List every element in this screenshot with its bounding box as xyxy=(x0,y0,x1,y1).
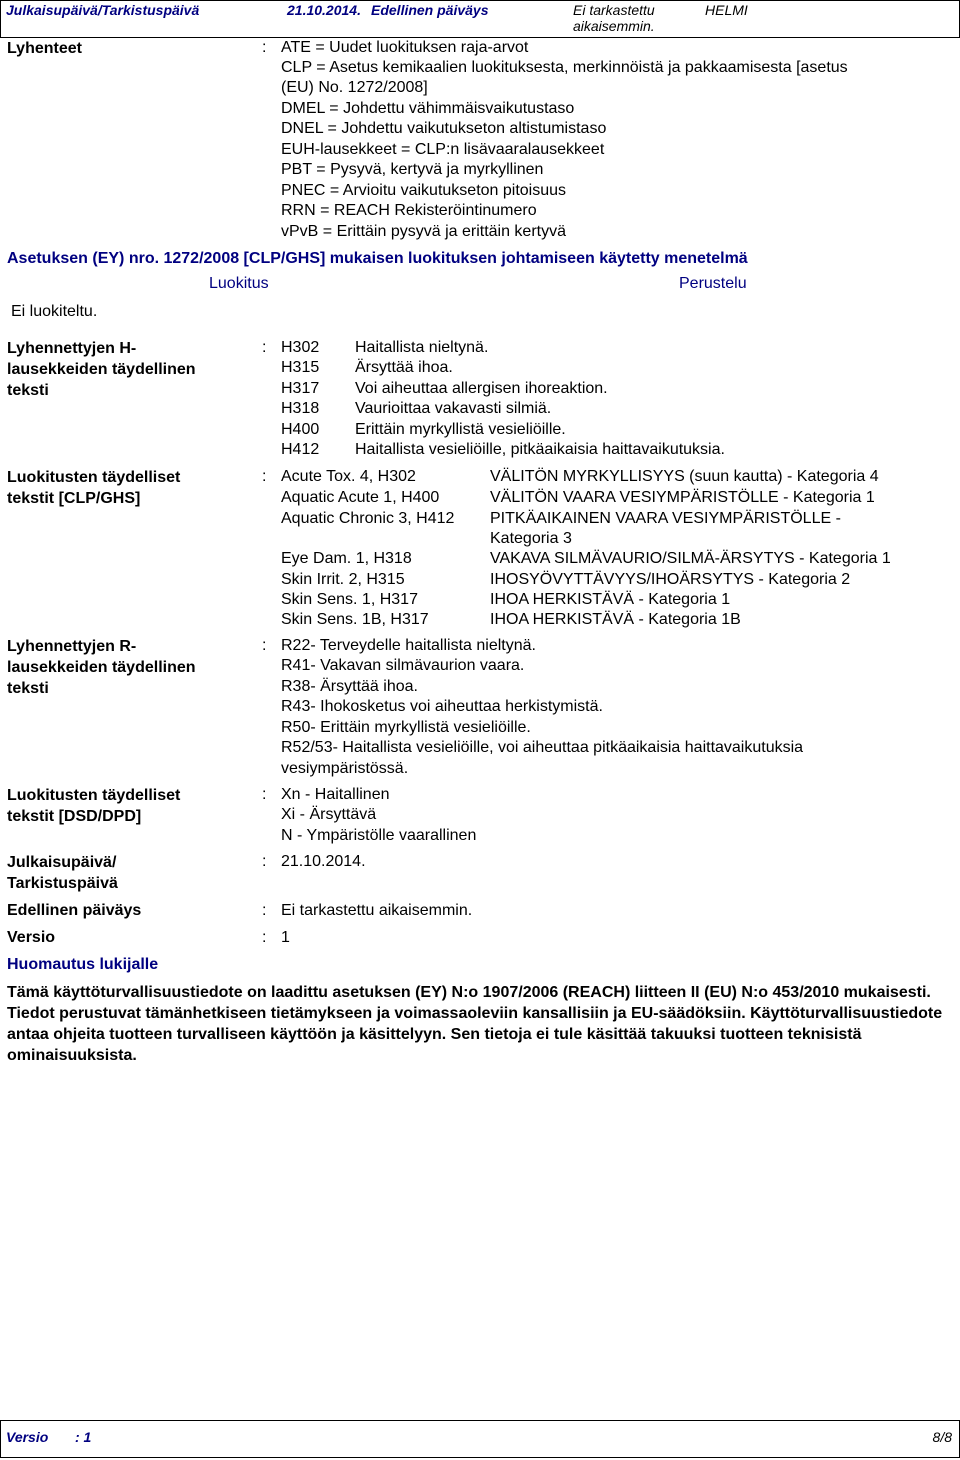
h-text: Vaurioittaa vakavasti silmiä. xyxy=(355,400,552,417)
abbreviation-line: DNEL = Johdettu vaikutukseton altistumistaso xyxy=(281,120,607,137)
clp-code: Eye Dam. 1, H318 xyxy=(281,550,412,567)
clp-text: VÄLITÖN VAARA VESIYMPÄRISTÖLLE - Kategoria 1 xyxy=(490,489,875,506)
abbreviation-line: ATE = Uudet luokituksen raja-arvot xyxy=(281,39,529,56)
clp-code: Aquatic Chronic 3, H412 xyxy=(281,510,455,527)
r-phrase-line: R52/53- Haitallista vesieliöille, voi aiheuttaa pitkäaikaisia haittavaikutuksia xyxy=(281,739,804,756)
r-phrases-label-3: teksti xyxy=(7,680,49,697)
h-text: Ärsyttää ihoa. xyxy=(355,359,453,376)
previous-date-value: Ei tarkastettu aikaisemmin. xyxy=(281,902,473,919)
version-label: Versio xyxy=(7,929,56,946)
version-colon: : xyxy=(262,929,267,946)
dsd-label-2: tekstit [DSD/DPD] xyxy=(7,808,142,825)
issue-date-value: 21.10.2014. xyxy=(281,853,366,870)
dsd-colon: : xyxy=(262,786,267,803)
issue-date-label-1: Julkaisupäivä/ xyxy=(7,854,117,871)
clp-text-continued: Kategoria 3 xyxy=(490,530,572,547)
page-footer xyxy=(0,1420,960,1458)
clp-code: Skin Irrit. 2, H315 xyxy=(281,571,405,588)
clp-text: IHOSYÖVYTTÄVYYS/IHOÄRSYTYS - Kategoria 2 xyxy=(490,571,851,588)
footer-version-value: : 1 xyxy=(75,1429,92,1445)
clp-code: Skin Sens. 1B, H317 xyxy=(281,611,429,628)
h-code: H412 xyxy=(281,441,320,458)
version-value: 1 xyxy=(281,929,290,946)
abbreviation-line: vPvB = Erittäin pysyvä ja erittäin kertyvä xyxy=(281,223,566,240)
abbreviation-line: EUH-lausekkeet = CLP:n lisävaaralausekkeet xyxy=(281,141,605,158)
h-statements-label-3: teksti xyxy=(7,382,49,399)
clp-text: IHOA HERKISTÄVÄ - Kategoria 1 xyxy=(490,591,731,608)
previous-date-colon: : xyxy=(262,902,267,919)
clp-text: IHOA HERKISTÄVÄ - Kategoria 1B xyxy=(490,611,741,628)
header-date-label: Julkaisupäivä/Tarkistuspäivä xyxy=(6,2,200,18)
method-col-classification: Luokitus xyxy=(209,275,269,292)
abbreviation-line: (EU) No. 1272/2008] xyxy=(281,79,428,96)
clp-text: VÄLITÖN MYRKYLLISYYS (suun kautta) - Kategoria 4 xyxy=(490,468,879,485)
page-header xyxy=(0,0,960,38)
clp-colon: : xyxy=(262,468,267,485)
r-phrase-line: R41- Vakavan silmävaurion vaara. xyxy=(281,657,525,674)
clp-code: Aquatic Acute 1, H400 xyxy=(281,489,440,506)
header-product: HELMI xyxy=(705,2,748,18)
clp-label-2: tekstit [CLP/GHS] xyxy=(7,490,141,507)
footer-version-label: Versio xyxy=(6,1429,49,1445)
abbreviations-label: Lyhenteet xyxy=(7,40,82,57)
reader-note-label: Huomautus lukijalle xyxy=(7,956,159,973)
r-phrase-line: R22- Terveydelle haitallista nieltynä. xyxy=(281,637,536,654)
header-date-value: 21.10.2014. xyxy=(287,2,361,18)
clp-code: Acute Tox. 4, H302 xyxy=(281,468,416,485)
h-statements-label-1: Lyhennettyjen H- xyxy=(7,340,137,357)
r-phrase-line: R50- Erittäin myrkyllistä vesieliöille. xyxy=(281,719,531,736)
abbreviation-line: DMEL = Johdettu vähimmäisvaikutustaso xyxy=(281,100,575,117)
h-text: Haitallista vesieliöille, pitkäaikaisia haittavaikutuksia. xyxy=(355,441,725,458)
h-text: Voi aiheuttaa allergisen ihoreaktion. xyxy=(355,380,608,397)
dsd-label-1: Luokitusten täydelliset xyxy=(7,787,181,804)
clp-label-1: Luokitusten täydelliset xyxy=(7,469,181,486)
r-phrase-line: R38- Ärsyttää ihoa. xyxy=(281,678,418,695)
h-code: H400 xyxy=(281,421,320,438)
r-phrases-label-2: lausekkeiden täydellinen xyxy=(7,659,196,676)
h-text: Erittäin myrkyllistä vesieliöille. xyxy=(355,421,566,438)
clp-text: VAKAVA SILMÄVAURIO/SILMÄ-ÄRSYTYS - Kategoria 1 xyxy=(490,550,891,567)
issue-date-label-2: Tarkistuspäivä xyxy=(7,875,118,892)
r-phrase-line: vesiympäristössä. xyxy=(281,760,409,777)
abbreviation-line: PBT = Pysyvä, kertyvä ja myrkyllinen xyxy=(281,161,544,178)
h-statements-colon: : xyxy=(262,339,267,356)
h-text: Haitallista nieltynä. xyxy=(355,339,489,356)
clp-text: PITKÄAIKAINEN VAARA VESIYMPÄRISTÖLLE - xyxy=(490,510,841,527)
issue-date-colon: : xyxy=(262,853,267,870)
clp-code: Skin Sens. 1, H317 xyxy=(281,591,418,608)
dsd-line: Xn - Haitallinen xyxy=(281,786,390,803)
h-code: H317 xyxy=(281,380,320,397)
abbreviations-colon: : xyxy=(262,39,267,56)
dsd-line: N - Ympäristölle vaarallinen xyxy=(281,827,477,844)
abbreviation-line: RRN = REACH Rekisteröintinumero xyxy=(281,202,537,219)
method-col-basis: Perustelu xyxy=(679,275,747,292)
r-phrases-colon: : xyxy=(262,637,267,654)
abbreviation-line: PNEC = Arvioitu vaikutukseton pitoisuus xyxy=(281,182,567,199)
header-previous-value-2: aikaisemmin. xyxy=(573,18,655,34)
r-phrases-label-1: Lyhennettyjen R- xyxy=(7,638,137,655)
previous-date-label: Edellinen päiväys xyxy=(7,902,142,919)
h-code: H315 xyxy=(281,359,320,376)
method-heading: Asetuksen (EY) nro. 1272/2008 [CLP/GHS] mukaisen luokituksen johtamiseen käytetty menetelmä xyxy=(7,250,748,267)
abbreviation-line: CLP = Asetus kemikaalien luokituksesta, merkinnöistä ja pakkaamisesta [asetus xyxy=(281,59,848,76)
header-previous-value-1: Ei tarkastettu xyxy=(573,2,655,18)
footer-page-number: 8/8 xyxy=(932,1429,952,1445)
header-previous-label: Edellinen päiväys xyxy=(371,2,489,18)
h-statements-label-2: lausekkeiden täydellinen xyxy=(7,361,196,378)
h-code: H318 xyxy=(281,400,320,417)
dsd-line: Xi - Ärsyttävä xyxy=(281,806,377,823)
reader-note-text: Tämä käyttöturvallisuustiedote on laadittu asetuksen (EY) N:o 1907/2006 (REACH) liitteen II (EU) N:o 453/2010 mukaisesti. Tiedot perustuvat tämänhetkiseen tietämykseen ja voimassaoleviin kansallisiin ja EU-säädöksiin. Käyttöturvallisuustiedote antaa ohjeita tuotteen turvalliseen käyttöön ja käsittelyyn. Sen tietoja ei tule käsittää takuuksi tuotteen teknisistä ominaisuuksista. xyxy=(7,984,943,1064)
h-code: H302 xyxy=(281,339,320,356)
r-phrase-line: R43- Ihokosketus voi aiheuttaa herkistymistä. xyxy=(281,698,603,715)
method-row-value: Ei luokiteltu. xyxy=(11,303,98,320)
